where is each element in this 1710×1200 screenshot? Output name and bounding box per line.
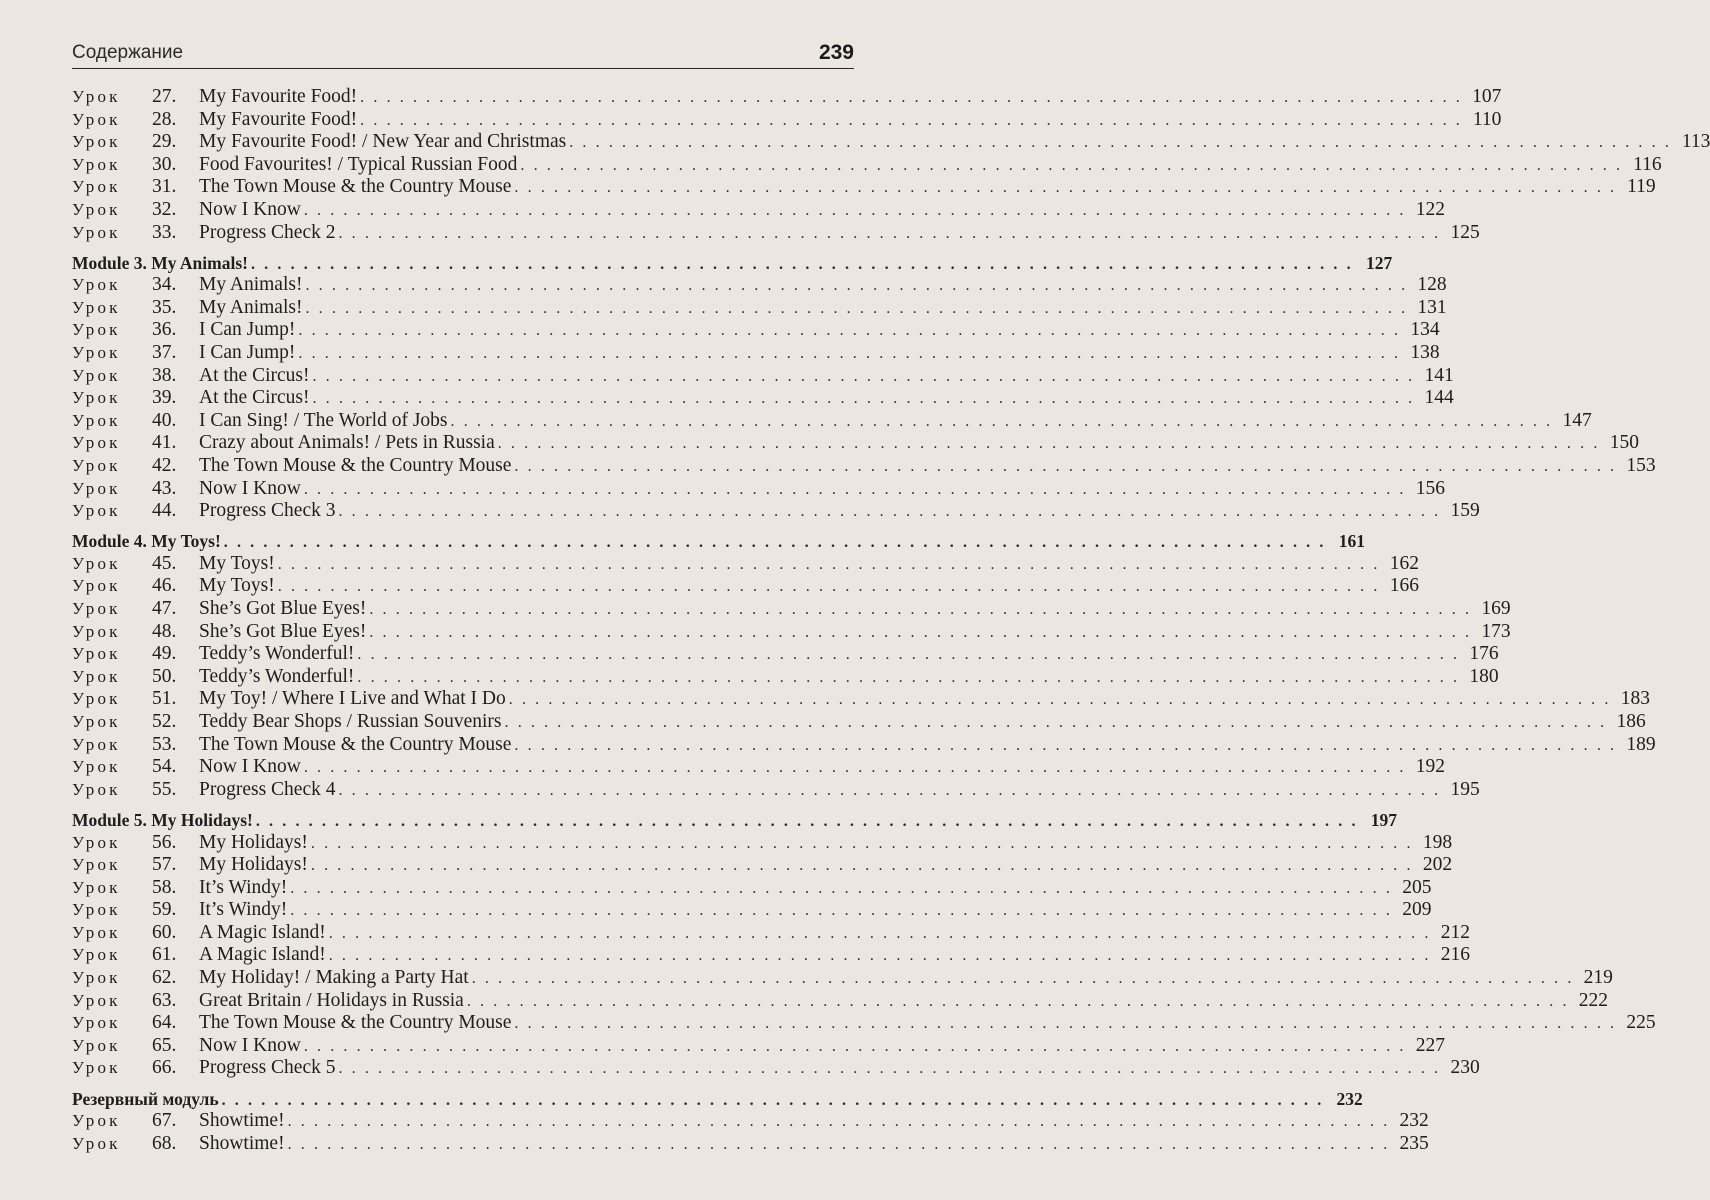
lesson-title: She’s Got Blue Eyes! (199, 598, 367, 620)
lesson-title: My Holiday! / Making a Party Hat (199, 967, 469, 989)
lesson-number: 32. (152, 198, 177, 220)
dot-leader: . . . . . . . . . . . . . . . . . . . . . . . . . . . . . . . . . . . . . . . . . . . . . . . . . . . . . . . . . . . . . . . . . . . . . . . . . . . . . . . . . . . . (290, 902, 1393, 920)
lesson-title: The Town Mouse & the Country Mouse (199, 455, 512, 476)
page-ref: 113 (1681, 131, 1710, 153)
lesson-title: Progress Check 4 (199, 778, 336, 800)
lesson-title: Showtime! (199, 1132, 285, 1154)
lesson-title: Progress Check 3 (199, 500, 336, 522)
lesson-entry (72, 432, 1639, 455)
lesson-number: 55. (152, 778, 177, 800)
page-ref: 159 (1450, 500, 1480, 522)
lesson-number: 68. (152, 1132, 177, 1154)
lesson-entry (72, 1132, 1429, 1156)
lesson-prefix: Урок (72, 1111, 121, 1131)
lesson-prefix: Урок (72, 109, 121, 129)
lesson-number: 49. (152, 643, 177, 665)
dot-leader: . . . . . . . . . . . . . . . . . . . . . . . . . . . . . . . . . . . . . . . . . . . . . . . . . . . . . . . . . . . . . . . . . . . . . . . . . . . . . . . . . . . . (298, 345, 1401, 363)
lesson-prefix: Урок (72, 388, 121, 408)
dot-leader: . . . . . . . . . . . . . . . . . . . . . . . . . . . . . . . . . . . . . . . . . . . . . . . . . . . . . . . . . . . . . . . . . . . . . . . . . . . . . . . . . . . . (303, 201, 1407, 219)
lesson-number: 56. (152, 831, 177, 853)
lesson-title: Progress Check 5 (199, 1057, 336, 1079)
dot-leader: . . . . . . . . . . . . . . . . . . . . . . . . . . . . . . . . . . . . . . . . . . . . . . . . . . . . . . . . . . . . . . . . . . . . . . . . . . . . . . . . . . . . (223, 534, 1326, 552)
lesson-number: 51. (152, 688, 177, 710)
dot-leader: . . . . . . . . . . . . . . . . . . . . . . . . . . . . . . . . . . . . . . . . . . . . . . . . . . . . . . . . . . . . . . . . . . . . . . . . . . . . . . . . . . . . (221, 1091, 1324, 1109)
lesson-number: 60. (152, 921, 177, 943)
lesson-title: Great Britain / Holidays in Russia (199, 989, 464, 1011)
lesson-number: 30. (152, 153, 177, 175)
dot-leader: . . . . . . . . . . . . . . . . . . . . . . . . . . . . . . . . . . . . . . . . . . . . . . . . . . . . . . . . . . . . . . . . . . . . . . . . . . . . . . . . . . . . (305, 299, 1408, 317)
lesson-number: 64. (152, 1012, 177, 1034)
lesson-title: Food Favourites! / Typical Russian Food (199, 153, 518, 175)
lesson-number: 35. (152, 296, 177, 318)
dot-leader: . . . . . . . . . . . . . . . . . . . . . . . . . . . . . . . . . . . . . . . . . . . . . . . . . . . . . . . . . . . . . . . . . . . . . . . . . . . . . . . . . . . . (471, 970, 1574, 988)
dot-leader: . . . . . . . . . . . . . . . . . . . . . . . . . . . . . . . . . . . . . . . . . . . . . . . . . . . . . . . . . . . . . . . . . . . . . . . . . . . . . . . . . . . . (466, 992, 1570, 1010)
lesson-number: 63. (152, 989, 177, 1011)
lesson-entry (72, 86, 1502, 109)
lesson-entry (72, 1057, 1480, 1080)
lesson-title: I Can Sing! / The World of Jobs (199, 409, 448, 431)
page-ref: 147 (1562, 409, 1592, 431)
dot-leader: . . . . . . . . . . . . . . . . . . . . . . . . . . . . . . . . . . . . . . . . . . . . . . . . . . . . . . . . . . . . . . . . . . . . . . . . . . . . . . . . . . . . (357, 646, 1460, 664)
lesson-number: 40. (152, 409, 177, 431)
lesson-entry (72, 989, 1609, 1013)
module-title: Резервный модуль (72, 1088, 219, 1109)
dot-leader: . . . . . . . . . . . . . . . . . . . . . . . . . . . . . . . . . . . . . . . . . . . . . . . . . . . . . . . . . . . . . . . . . . . . . . . . . . . . . . . . . . . . (514, 458, 1617, 475)
lesson-prefix: Урок (72, 275, 121, 295)
lesson-entry (72, 1110, 1429, 1133)
lesson-number: 27. (152, 86, 177, 107)
dot-leader: . . . . . . . . . . . . . . . . . . . . . . . . . . . . . . . . . . . . . . . . . . . . . . . . . . . . . . . . . . . . . . . . . . . . . . . . . . . . . . . . . . . . (328, 924, 1431, 942)
lesson-prefix: Урок (72, 599, 121, 619)
dot-leader: . . . . . . . . . . . . . . . . . . . . . . . . . . . . . . . . . . . . . . . . . . . . . . . . . . . . . . . . . . . . . . . . . . . . . . . . . . . . . . . . . . . . (298, 322, 1401, 340)
lesson-title: A Magic Island! (199, 921, 326, 943)
lesson-prefix: Урок (72, 154, 121, 174)
page-ref: 183 (1620, 688, 1650, 710)
page-ref: 212 (1440, 921, 1470, 943)
module-title: Module 5. My Holidays! (72, 809, 253, 830)
lesson-entry (72, 778, 1480, 802)
lesson-entry (72, 967, 1613, 990)
dot-leader: . . . . . . . . . . . . . . . . . . . . . . . . . . . . . . . . . . . . . . . . . . . . . . . . . . . . . . . . . . . . . . . . . . . . . . . . . . . . . . . . . . . . (514, 179, 1617, 197)
lesson-title: Now I Know (199, 756, 301, 778)
lesson-prefix: Урок (72, 1035, 121, 1055)
lesson-entry (72, 733, 1656, 757)
page-ref: 202 (1422, 854, 1453, 876)
lesson-number: 57. (152, 854, 177, 876)
lesson-prefix: Урок (72, 177, 121, 197)
lesson-prefix: Урок (72, 1133, 121, 1153)
lesson-entry (72, 387, 1454, 410)
page-ref: 186 (1616, 711, 1646, 733)
lesson-number: 54. (152, 756, 177, 778)
dot-leader: . . . . . . . . . . . . . . . . . . . . . . . . . . . . . . . . . . . . . . . . . . . . . . . . . . . . . . . . . . . . . . . . . . . . . . . . . . . . . . . . . . . . (303, 1037, 1407, 1055)
dot-leader: . . . . . . . . . . . . . . . . . . . . . . . . . . . . . . . . . . . . . . . . . . . . . . . . . . . . . . . . . . . . . . . . . . . . . . . . . . . . . . . . . . . . (504, 714, 1607, 732)
lesson-number: 38. (152, 364, 177, 386)
dot-leader: . . . . . . . . . . . . . . . . . . . . . . . . . . . . . . . . . . . . . . . . . . . . . . . . . . . . . . . . . . . . . . . . . . . . . . . . . . . . . . . . . . . . (450, 412, 1553, 430)
lesson-entry (72, 364, 1454, 388)
lesson-number: 50. (152, 665, 177, 687)
lesson-prefix: Урок (72, 410, 121, 430)
page-ref: 216 (1440, 944, 1470, 966)
page-ref: 134 (1410, 319, 1440, 341)
lesson-number: 53. (152, 733, 177, 755)
dot-leader: . . . . . . . . . . . . . . . . . . . . . . . . . . . . . . . . . . . . . . . . . . . . . . . . . . . . . . . . . . . . . . . . . . . . . . . . . . . . . . . . . . . . (305, 277, 1408, 295)
module-heading (72, 530, 1365, 553)
lesson-title: She’s Got Blue Eyes! (199, 620, 367, 642)
page-ref: 180 (1469, 665, 1499, 687)
lesson-title: Showtime! (199, 1110, 285, 1132)
lesson-number: 31. (152, 176, 177, 198)
lesson-title: The Town Mouse & the Country Mouse (199, 176, 512, 198)
module-heading (72, 1088, 1363, 1111)
lesson-prefix: Урок (72, 855, 121, 875)
dot-leader: . . . . . . . . . . . . . . . . . . . . . . . . . . . . . . . . . . . . . . . . . . . . . . . . . . . . . . . . . . . . . . . . . . . . . . . . . . . . . . . . . . . . (303, 759, 1407, 777)
lesson-title: The Town Mouse & the Country Mouse (199, 1012, 512, 1034)
lesson-title: It’s Windy! (199, 899, 288, 921)
page-ref: 192 (1415, 756, 1446, 778)
table-of-contents (72, 86, 1710, 1155)
lesson-prefix: Урок (72, 877, 121, 897)
page-ref: 169 (1481, 598, 1511, 620)
page-ref: 195 (1450, 778, 1480, 800)
lesson-entry (72, 274, 1447, 297)
lesson-prefix: Урок (72, 621, 121, 641)
lesson-prefix: Урок (72, 922, 121, 942)
page-ref: 225 (1626, 1012, 1656, 1034)
lesson-title: My Toy! / Where I Live and What I Do (199, 688, 506, 710)
lesson-title: It’s Windy! (199, 876, 288, 898)
lesson-title: Now I Know (199, 1034, 301, 1056)
dot-leader: . . . . . . . . . . . . . . . . . . . . . . . . . . . . . . . . . . . . . . . . . . . . . . . . . . . . . . . . . . . . . . . . . . . . . . . . . . . . . . . . . . . . (328, 947, 1431, 965)
page-ref: 161 (1338, 531, 1365, 552)
page-ref: 110 (1472, 108, 1502, 130)
module-title: Module 3. My Animals! (72, 252, 248, 273)
page-ref: 232 (1399, 1110, 1429, 1132)
page-ref: 150 (1609, 432, 1639, 454)
dot-leader: . . . . . . . . . . . . . . . . . . . . . . . . . . . . . . . . . . . . . . . . . . . . . . . . . . . . . . . . . . . . . . . . . . . . . . . . . . . . . . . . . . . . (514, 736, 1617, 754)
lesson-prefix: Урок (72, 456, 121, 475)
page-ref: 153 (1626, 455, 1656, 476)
lesson-title: Teddy’s Wonderful! (199, 665, 355, 687)
dot-leader: . . . . . . . . . . . . . . . . . . . . . . . . . . . . . . . . . . . . . . . . . . . . . . . . . . . . . . . . . . . . . . . . . . . . . . . . . . . . . . . . . . . . (520, 156, 1623, 174)
dot-leader: . . . . . . . . . . . . . . . . . . . . . . . . . . . . . . . . . . . . . . . . . . . . . . . . . . . . . . . . . . . . . . . . . . . . . . . . . . . . . . . . . . . . (338, 781, 1441, 799)
lesson-number: 65. (152, 1034, 177, 1056)
page-title: Содержание (72, 42, 184, 63)
page-ref: 235 (1399, 1132, 1429, 1154)
lesson-title: Now I Know (199, 477, 301, 499)
dot-leader: . . . . . . . . . . . . . . . . . . . . . . . . . . . . . . . . . . . . . . . . . . . . . . . . . . . . . . . . . . . . . . . . . . . . . . . . . . . . . . . . . . . . (312, 367, 1415, 385)
dot-leader: . . . . . . . . . . . . . . . . . . . . . . . . . . . . . . . . . . . . . . . . . . . . . . . . . . . . . . . . . . . . . . . . . . . . . . . . . . . . . . . . . . . . (569, 134, 1672, 152)
dot-leader: . . . . . . . . . . . . . . . . . . . . . . . . . . . . . . . . . . . . . . . . . . . . . . . . . . . . . . . . . . . . . . . . . . . . . . . . . . . . . . . . . . . . (338, 503, 1441, 521)
lesson-title: At the Circus! (199, 387, 310, 409)
lesson-prefix: Урок (72, 712, 121, 732)
module-heading (72, 252, 1393, 275)
lesson-entry (72, 1012, 1656, 1035)
dot-leader: . . . . . . . . . . . . . . . . . . . . . . . . . . . . . . . . . . . . . . . . . . . . . . . . . . . . . . . . . . . . . . . . . . . . . . . . . . . . . . . . . . . . (290, 879, 1393, 897)
page-ref: 162 (1389, 552, 1419, 574)
lesson-entry (72, 598, 1511, 621)
lesson-title: I Can Jump! (199, 319, 296, 341)
lesson-title: The Town Mouse & the Country Mouse (199, 733, 512, 755)
lesson-entry (72, 552, 1419, 576)
page-ref: 189 (1626, 733, 1656, 755)
lesson-prefix: Урок (72, 734, 121, 754)
page-ref: 219 (1583, 967, 1613, 989)
dot-leader: . . . . . . . . . . . . . . . . . . . . . . . . . . . . . . . . . . . . . . . . . . . . . . . . . . . . . . . . . . . . . . . . . . . . . . . . . . . . . . . . . . . . (303, 480, 1407, 498)
lesson-title: My Holidays! (199, 854, 308, 876)
page-ref: 116 (1633, 153, 1662, 175)
lesson-entry (72, 831, 1453, 855)
lesson-entry (72, 854, 1453, 877)
lesson-prefix: Урок (72, 297, 121, 317)
dot-leader: . . . . . . . . . . . . . . . . . . . . . . . . . . . . . . . . . . . . . . . . . . . . . . . . . . . . . . . . . . . . . . . . . . . . . . . . . . . . . . . . . . . . (310, 857, 1414, 875)
lesson-entry (72, 198, 1446, 222)
lesson-entry (72, 455, 1656, 478)
module-heading (72, 809, 1398, 832)
lesson-entry (72, 108, 1502, 132)
lesson-entry (72, 176, 1656, 199)
page-ref: 127 (1365, 252, 1393, 273)
page-ref: 125 (1450, 221, 1480, 243)
page-ref: 156 (1415, 477, 1446, 499)
lesson-prefix: Урок (72, 199, 121, 219)
lesson-title: My Animals! (199, 296, 303, 318)
lesson-title: My Toys! (199, 575, 275, 597)
lesson-entry (72, 876, 1432, 900)
lesson-prefix: Урок (72, 900, 121, 920)
page-ref: 197 (1370, 809, 1398, 830)
lesson-entry (72, 756, 1446, 779)
lesson-entry (72, 575, 1419, 598)
lesson-number: 28. (152, 108, 177, 130)
lesson-prefix: Урок (72, 478, 121, 498)
page-ref: 166 (1389, 575, 1419, 597)
lesson-prefix: Урок (72, 779, 121, 799)
lesson-entry (72, 342, 1440, 365)
page-ref: 232 (1336, 1088, 1363, 1109)
page-ref: 222 (1578, 989, 1609, 1011)
page-ref: 122 (1415, 198, 1446, 220)
lesson-entry (72, 711, 1646, 734)
lesson-title: Teddy Bear Shops / Russian Souvenirs (199, 711, 502, 733)
lesson-prefix: Урок (72, 87, 121, 106)
lesson-prefix: Урок (72, 968, 121, 988)
lesson-number: 67. (152, 1110, 177, 1132)
dot-leader: . . . . . . . . . . . . . . . . . . . . . . . . . . . . . . . . . . . . . . . . . . . . . . . . . . . . . . . . . . . . . . . . . . . . . . . . . . . . . . . . . . . . (312, 390, 1415, 408)
lesson-prefix: Урок (72, 365, 121, 385)
dot-leader: . . . . . . . . . . . . . . . . . . . . . . . . . . . . . . . . . . . . . . . . . . . . . . . . . . . . . . . . . . . . . . . . . . . . . . . . . . . . . . . . . . . . (514, 1015, 1617, 1033)
page-ref: 205 (1402, 876, 1432, 898)
page-ref: 209 (1402, 899, 1432, 921)
lesson-entry (72, 944, 1470, 967)
lesson-entry (72, 665, 1499, 689)
lesson-title: My Favourite Food! / New Year and Christmas (199, 131, 567, 153)
page-ref: 138 (1410, 342, 1440, 364)
lesson-number: 48. (152, 620, 177, 642)
lesson-entry (72, 131, 1710, 154)
dot-leader: . . . . . . . . . . . . . . . . . . . . . . . . . . . . . . . . . . . . . . . . . . . . . . . . . . . . . . . . . . . . . . . . . . . . . . . . . . . . . . . . . . . . (277, 555, 1380, 573)
dot-leader: . . . . . . . . . . . . . . . . . . . . . . . . . . . . . . . . . . . . . . . . . . . . . . . . . . . . . . . . . . . . . . . . . . . . . . . . . . . . . . . . . . . . (338, 1060, 1441, 1078)
lesson-entry (72, 1034, 1446, 1058)
lesson-prefix: Урок (72, 644, 121, 664)
lesson-number: 47. (152, 598, 177, 620)
dot-leader: . . . . . . . . . . . . . . . . . . . . . . . . . . . . . . . . . . . . . . . . . . . . . . . . . . . . . . . . . . . . . . . . . . . . . . . . . . . . . . . . . . . . (250, 255, 1354, 273)
lesson-number: 34. (152, 274, 177, 296)
lesson-prefix: Урок (72, 576, 121, 596)
lesson-entry (72, 688, 1650, 711)
lesson-number: 37. (152, 342, 177, 364)
lesson-prefix: Урок (72, 757, 121, 777)
lesson-prefix: Урок (72, 1013, 121, 1033)
lesson-prefix: Урок (72, 501, 121, 521)
dot-leader: . . . . . . . . . . . . . . . . . . . . . . . . . . . . . . . . . . . . . . . . . . . . . . . . . . . . . . . . . . . . . . . . . . . . . . . . . . . . . . . . . . . . (310, 834, 1414, 852)
lesson-title: A Magic Island! (199, 944, 326, 966)
lesson-title: My Favourite Food! (199, 86, 358, 107)
lesson-number: 39. (152, 387, 177, 409)
page-ref: 176 (1469, 643, 1499, 665)
lesson-entry (72, 620, 1511, 644)
lesson-title: Crazy about Animals! / Pets in Russia (199, 432, 495, 454)
lesson-title: I Can Jump! (199, 342, 296, 364)
lesson-number: 33. (152, 221, 177, 243)
dot-leader: . . . . . . . . . . . . . . . . . . . . . . . . . . . . . . . . . . . . . . . . . . . . . . . . . . . . . . . . . . . . . . . . . . . . . . . . . . . . . . . . . . . . (255, 812, 1359, 830)
lesson-prefix: Урок (72, 1058, 121, 1078)
lesson-entry (72, 500, 1480, 523)
lesson-number: 62. (152, 967, 177, 989)
page-ref: 131 (1417, 296, 1447, 318)
lesson-number: 43. (152, 477, 177, 499)
lesson-title: Teddy’s Wonderful! (199, 643, 355, 665)
lesson-entry (72, 319, 1440, 342)
lesson-entry (72, 296, 1447, 320)
lesson-number: 44. (152, 500, 177, 522)
dot-leader: . . . . . . . . . . . . . . . . . . . . . . . . . . . . . . . . . . . . . . . . . . . . . . . . . . . . . . . . . . . . . . . . . . . . . . . . . . . . . . . . . . . . (287, 1113, 1390, 1131)
lesson-number: 46. (152, 575, 177, 597)
dot-leader: . . . . . . . . . . . . . . . . . . . . . . . . . . . . . . . . . . . . . . . . . . . . . . . . . . . . . . . . . . . . . . . . . . . . . . . . . . . . . . . . . . . . (357, 668, 1460, 686)
page-ref: 144 (1424, 387, 1454, 409)
lesson-prefix: Урок (72, 689, 121, 709)
page-ref: 198 (1422, 831, 1453, 853)
lesson-title: My Holidays! (199, 831, 308, 853)
lesson-entry (72, 921, 1470, 945)
dot-leader: . . . . . . . . . . . . . . . . . . . . . . . . . . . . . . . . . . . . . . . . . . . . . . . . . . . . . . . . . . . . . . . . . . . . . . . . . . . . . . . . . . . . (360, 111, 1463, 129)
lesson-number: 61. (152, 944, 177, 966)
page-ref: 107 (1472, 86, 1502, 107)
page-ref: 128 (1417, 274, 1447, 296)
lesson-prefix: Урок (72, 553, 121, 573)
dot-leader: . . . . . . . . . . . . . . . . . . . . . . . . . . . . . . . . . . . . . . . . . . . . . . . . . . . . . . . . . . . . . . . . . . . . . . . . . . . . . . . . . . . . (277, 578, 1380, 596)
lesson-title: My Toys! (199, 552, 275, 574)
lesson-prefix: Урок (72, 320, 121, 340)
lesson-entry (72, 221, 1480, 245)
lesson-prefix: Урок (72, 222, 121, 242)
lesson-entry (72, 899, 1432, 922)
lesson-number: 52. (152, 711, 177, 733)
page-ref: 119 (1627, 176, 1656, 198)
lesson-entry (72, 477, 1446, 501)
page-header (72, 42, 854, 69)
lesson-prefix: Урок (72, 343, 121, 363)
lesson-number: 58. (152, 876, 177, 898)
lesson-number: 41. (152, 432, 177, 454)
lesson-title: Now I Know (199, 198, 301, 220)
lesson-number: 59. (152, 899, 177, 921)
lesson-prefix: Урок (72, 666, 121, 686)
lesson-title: At the Circus! (199, 364, 310, 386)
lesson-entry (72, 643, 1499, 666)
dot-leader: . . . . . . . . . . . . . . . . . . . . . . . . . . . . . . . . . . . . . . . . . . . . . . . . . . . . . . . . . . . . . . . . . . . . . . . . . . . . . . . . . . . . (369, 601, 1472, 619)
dot-leader: . . . . . . . . . . . . . . . . . . . . . . . . . . . . . . . . . . . . . . . . . . . . . . . . . . . . . . . . . . . . . . . . . . . . . . . . . . . . . . . . . . . . (369, 623, 1472, 641)
dot-leader: . . . . . . . . . . . . . . . . . . . . . . . . . . . . . . . . . . . . . . . . . . . . . . . . . . . . . . . . . . . . . . . . . . . . . . . . . . . . . . . . . . . . (287, 1135, 1390, 1153)
lesson-entry (72, 153, 1662, 177)
dot-leader: . . . . . . . . . . . . . . . . . . . . . . . . . . . . . . . . . . . . . . . . . . . . . . . . . . . . . . . . . . . . . . . . . . . . . . . . . . . . . . . . . . . . (497, 435, 1600, 453)
dot-leader: . . . . . . . . . . . . . . . . . . . . . . . . . . . . . . . . . . . . . . . . . . . . . . . . . . . . . . . . . . . . . . . . . . . . . . . . . . . . . . . . . . . . (508, 691, 1611, 709)
lesson-prefix: Урок (72, 990, 121, 1010)
lesson-number: 36. (152, 319, 177, 341)
lesson-title: My Animals! (199, 274, 303, 296)
lesson-number: 42. (152, 455, 177, 476)
lesson-prefix: Урок (72, 832, 121, 852)
lesson-number: 66. (152, 1057, 177, 1079)
lesson-prefix: Урок (72, 433, 121, 453)
lesson-entry (72, 409, 1592, 433)
lesson-number: 29. (152, 131, 177, 153)
dot-leader: . . . . . . . . . . . . . . . . . . . . . . . . . . . . . . . . . . . . . . . . . . . . . . . . . . . . . . . . . . . . . . . . . . . . . . . . . . . . . . . . . . . . (360, 89, 1463, 106)
module-title: Module 4. My Toys! (72, 531, 221, 552)
lesson-title: My Favourite Food! (199, 108, 358, 130)
page-ref: 173 (1481, 620, 1511, 642)
dot-leader: . . . . . . . . . . . . . . . . . . . . . . . . . . . . . . . . . . . . . . . . . . . . . . . . . . . . . . . . . . . . . . . . . . . . . . . . . . . . . . . . . . . . (338, 224, 1441, 242)
lesson-title: Progress Check 2 (199, 221, 336, 243)
page-ref: 227 (1415, 1034, 1446, 1056)
page-ref: 141 (1424, 364, 1454, 386)
lesson-number: 45. (152, 552, 177, 574)
page-number: 239 (818, 41, 854, 64)
page-ref: 230 (1450, 1057, 1480, 1079)
lesson-prefix: Урок (72, 132, 121, 152)
lesson-prefix: Урок (72, 945, 121, 965)
